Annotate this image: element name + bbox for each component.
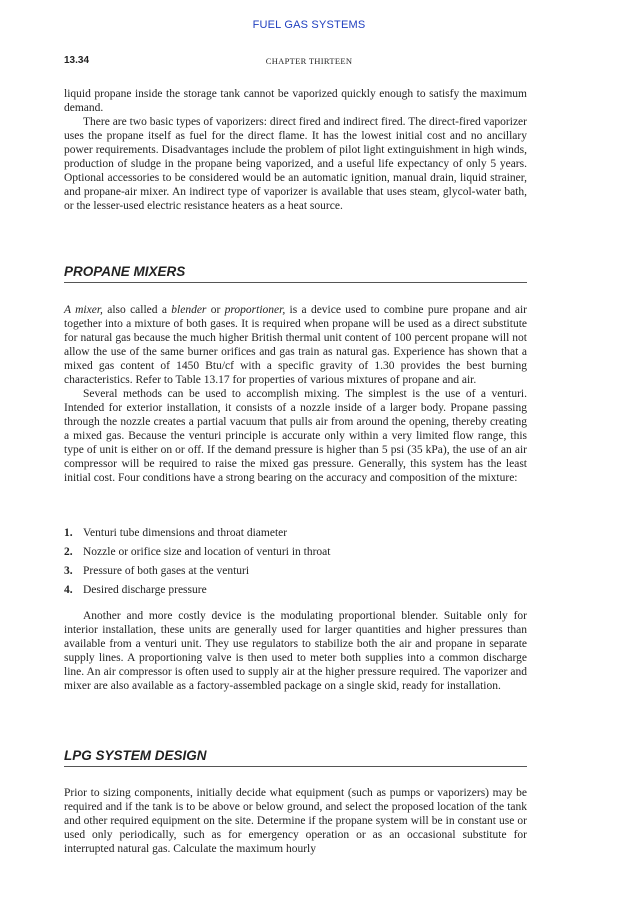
term-mixer: A mixer, [64, 304, 103, 316]
list-item [64, 581, 527, 600]
lpg-design-text [64, 786, 527, 856]
list-text: Pressure of both gases at the venturi [83, 565, 250, 577]
list-text: Venturi tube dimensions and throat diameter [83, 527, 288, 539]
vaporizers-paragraph: There are two basic types of vaporizers: direct fired and indirect fired. The direct-fired vaporizer uses the propane itself as fuel for the direct flame. It has the lowest initial cost and no ancillary power requirements. Disadvantages include the problem of pilot light extinguishment in high winds, production of sludge in the propane being vaporized, and a useful life expectancy of only 5 years. Optional accessories to be considered would be an automatic ignition, manual drain, liquid strainer, and propane-air mixer. An indirect type of vaporizer is available that uses steam, glycol-water bath, or the lesser-used electric resistance heaters as a heat source. [64, 116, 527, 212]
running-head-title: FUEL GAS SYSTEMS [252, 19, 366, 31]
continued-paragraph: liquid propane inside the storage tank cannot be vaporized quickly enough to satisfy the maximum demand. [64, 88, 527, 114]
mixture-conditions-list [64, 524, 527, 600]
section-heading-propane-mixers: PROPANE MIXERS [64, 264, 527, 283]
propane-mixers-text [64, 303, 527, 485]
list-text: Desired discharge pressure [83, 584, 207, 596]
blender-paragraph: Another and more costly device is the modulating proportional blender. Suitable only for interior installation, these units are generally used for larger quantities and higher pressures than available from a venturi unit. They use regulators to stabilize both the air and propane in separate supply lines. A proportioning valve is then used to meter both supplies into a common discharge line. An air compressor is often used to supply air at the higher pressure required. The vaporizer and mixer are also available as a factory-assembled package on a single skid, ready for installation. [64, 610, 527, 692]
list-number: 1. [64, 527, 73, 539]
blender-text [64, 609, 527, 693]
term-blender: blender [171, 304, 207, 316]
chapter-label: CHAPTER THIRTEEN [265, 56, 353, 66]
definition-also-called: also called a [102, 304, 172, 316]
mixing-methods-paragraph: Several methods can be used to accomplish mixing. The simplest is the use of a venturi. Intended for exterior installation, it consists of a nozzle inside of a larger body. Propane passing through the nozzle creates a partial vacuum that pulls air from around the opening, thereby creating a mixed gas. Because the venturi principle is accurate only within a very limited flow range, this type of unit is either on or off. If the demand pressure is higher than 5 psi (35 kPa), the use of an air compressor will be required to raise the mixed gas pressure. Generally, this system has the least initial cost. Four conditions have a strong bearing on the accuracy and composition of the mixture: [64, 388, 527, 484]
list-number: 3. [64, 565, 73, 577]
list-text: Nozzle or orifice size and location of venturi in throat [83, 546, 331, 558]
definition-or: or [206, 304, 225, 316]
section-heading-lpg-system-design: LPG SYSTEM DESIGN [64, 748, 527, 767]
list-item [64, 543, 527, 562]
list-number: 2. [64, 546, 73, 558]
mixer-definition-paragraph [64, 303, 527, 387]
list-number: 4. [64, 584, 73, 596]
list-item [64, 524, 527, 543]
list-item [64, 562, 527, 581]
term-proportioner: proportioner, [224, 304, 286, 316]
intro-text [64, 87, 527, 213]
definition-rest: is a device used to combine pure propane and air together into a mixture of both gases. It is required when propane will be used as a direct substitute for natural gas because the much higher British thermal unit content of 100 percent propane will not allow the use of the same burner orifices and gas train as natural gas. Experience has shown that a mixed gas content of 1450 Btu/cf with a specific gravity of 1.30 provides the best burning characteristics. Refer to Table 13.17 for properties of various mixtures of propane and air. [64, 304, 527, 386]
page-number: 13.34 [64, 55, 90, 66]
lpg-design-paragraph: Prior to sizing components, initially decide what equipment (such as pumps or vaporizers) may be required and if the tank is to be above or below ground, and select the proposed location of the tank and other required equipment on the site. Determine if the propane system will be in constant use or used only periodically, such as for emergency operation or as an occasional substitute for interrupted natural gas. Calculate the maximum hourly [64, 787, 527, 855]
